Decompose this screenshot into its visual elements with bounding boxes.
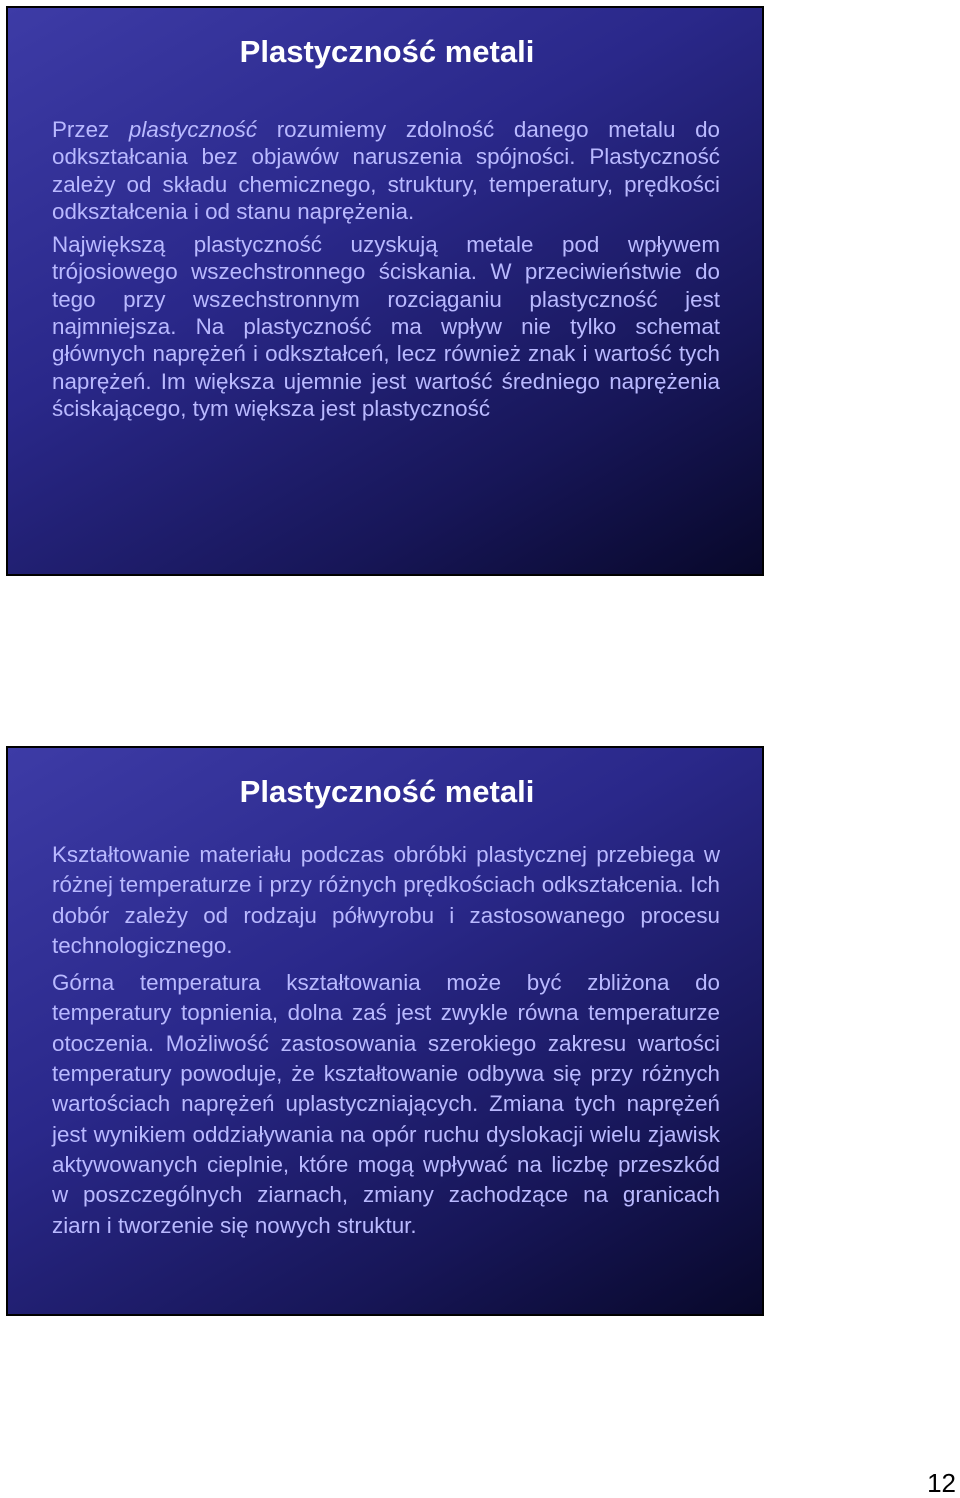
slide-2 <box>6 746 764 1316</box>
slide-2-body <box>52 840 720 1241</box>
slide-1 <box>6 6 764 576</box>
slide-2-paragraph-1: Kształtowanie materiału podczas obróbki plastycznej przebiega w różnej temperaturze i przy różnych prędkościach odkształcenia. Ich dobór zależy od rodzaju półwyrobu i zastosowanego procesu technologicznego. <box>52 842 720 958</box>
page-number: 12 <box>927 1468 956 1498</box>
slide-2-paragraph-2: Górna temperatura kształtowania może być zbliżona do temperatury topnienia, dolna zaś jest zwykle równa temperaturze otoczenia. Możliwość zastosowania szerokiego zakresu wartości temperatury powoduje, że kształtowanie odbywa się przy różnych wartościach naprężeń uplastyczniających. Zmiana tych naprężeń jest wynikiem oddziaływania na opór ruchu dyslokacji wielu zjawisk aktywowanych cieplnie, które mogą wpływać na liczbę przeszkód w poszczególnych ziarnach, zmiany zachodzące na granicach ziarn i tworzenie się nowych struktur. <box>52 970 720 1238</box>
slide-1-title: Plastyczność metali <box>239 34 535 69</box>
paragraph-lead-text: Przez <box>52 117 129 142</box>
paragraph-continuation-text: rozumiemy zdolność danego metalu do odkształcania bez objawów naruszenia spójności. Plastyczność zależy od składu chemicznego, struktury, temperatury, prędkości odkształcenia i od stanu naprężenia. <box>52 117 720 224</box>
slide-2-title: Plastyczność metali <box>239 774 535 809</box>
slide-1-paragraph-1 <box>52 116 720 225</box>
slide-1-paragraph-2: Największą plastyczność uzyskują metale pod wpływem trójosiowego wszechstronnego ściskania. W przeciwieństwie do tego przy wszechstronnym rozciąganiu plastyczność jest najmniejsza. Na plastyczność ma wpływ nie tylko schemat głównych naprężeń i odkształceń, lecz również znak i wartość tych naprężeń. Im większa ujemnie jest wartość średniego naprężenia ściskającego, tym większa jest plastyczność <box>52 232 720 421</box>
emphasized-term: plastyczność <box>128 117 258 142</box>
slide-1-body <box>52 116 720 422</box>
